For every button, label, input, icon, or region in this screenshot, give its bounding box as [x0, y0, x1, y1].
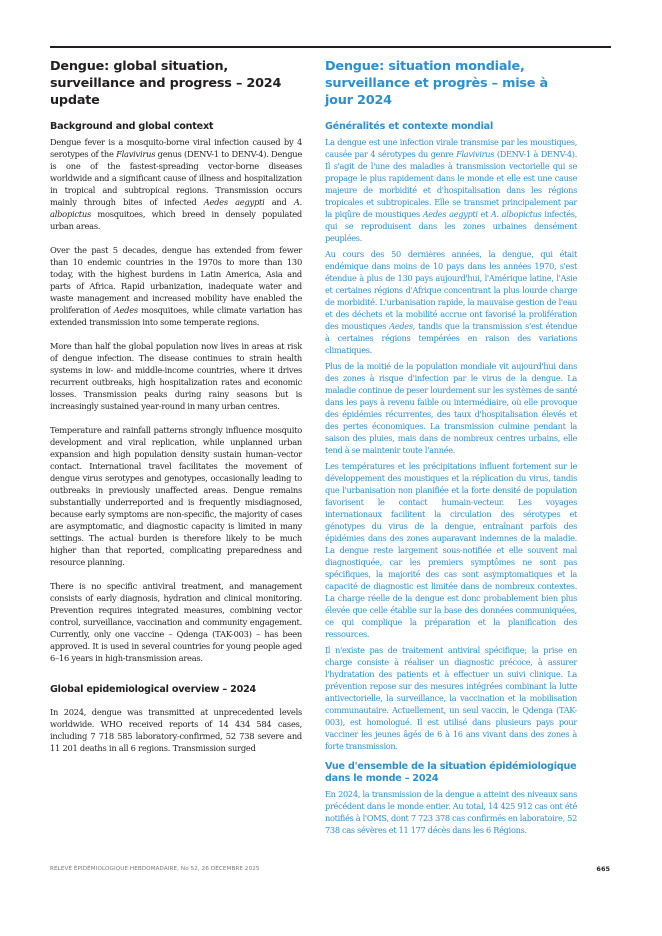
- french-column: [325, 58, 577, 836]
- paragraph-fr-5: Il n'existe pas de traitement antiviral spécifique; la prise en charge consiste à réaliser un diagnostic précoce, à assurer l'hydratation des patients et à effectuer un suivi clinique. La prévention repose sur des mesures intégrées combinant la lutte antivectorielle, la surveillance, la vaccination et la mobilisation communautaire. Actuellement, un seul vaccin, le Qdenga (TAK-003), est homologué. Il est utilisé dans plusieurs pays pour vacciner les jeunes âgés de 6 à 16 ans vivant dans des zones à forte transmission.: [325, 645, 577, 751]
- paragraph-en-6: In 2024, dengue was transmitted at unprecedented levels worldwide. WHO received reports of 14 434 584 cases, including 7 718 585 laboratory-confirmed, 52 738 severe and 11 201 deaths in all 6 regions. Transmission surged: [50, 707, 302, 753]
- paragraph-fr-3: Plus de la moitié de la population mondiale vit aujourd'hui dans des zones à risque d'infection par le virus de la dengue. La maladie continue de peser lourdement sur les systèmes de santé dans les pays à revenu faible ou intermédiaire, où elle provoque des épidémies récurrentes, des taux d'hospitalisation élevés et des pertes économiques. La transmission culmine pendant la saison des pluies, mais dans de nombreux centres urbains, elle tend à se maintenir toute l'année.: [325, 361, 577, 455]
- italic-term: Flavivirus: [456, 149, 495, 159]
- italic-term: Aedes: [389, 321, 413, 331]
- section-heading-overview-en: Global epidemiological overview – 2024: [50, 684, 257, 695]
- italic-term: Aedes: [113, 305, 138, 315]
- paragraph-fr-4: Les températures et les précipitations influent fortement sur le développement des moustiques et la réplication du virus, tandis que l'urbanisation non planifiée et la forte densité de population favorisent le contact humain-vecteur. Les voyages internationaux facilitent la circulation des sérotypes et génotypes du virus de la dengue, entraînant parfois des épidémies dans des zones auparavant indemnes de la maladie. La dengue reste largement sous-notifiée et elle souvent mal diagnostiquée, car les premiers symptômes ne sont pas spécifiques, la majorité des cas sont asymptomatiques et la capacité de diagnostic est limitée dans de nombreux contextes. La charge réelle de la dengue est donc probablement bien plus élevée que celle établie sur la base des données communiquées, ce qui complique la préparation et la planification des ressources.: [325, 461, 577, 639]
- page-number: 665: [596, 865, 610, 873]
- italic-term: A. albopictus: [50, 197, 302, 219]
- article-title-fr: Dengue: situation mondiale, surveillance et progrès – mise à jour 2024: [325, 59, 548, 108]
- top-rule: [50, 46, 611, 48]
- paragraph-fr-1: La dengue est une infection virale transmise par les moustiques, causée par 4 sérotypes du genre Flavivirus (DENV-1 à DENV-4). Il s'agit de l'une des maladies à transmission vectorielle qui se propage le plus rapidement dans le monde et elle est une cause majeure de morbidité et d'hospitalisation dans les régions tropicales et subtropicales. Elle se transmet principalement par la piqûre de moustiques Aedes aegypti et A. albopictus infectés, qui se reproduisent dans les zones urbaines densément peuplées.: [325, 137, 578, 243]
- paragraph-en-3: More than half the global population now lives in areas at risk of dengue infection. The disease continues to strain health systems in low- and middle-income countries, where it drives recurrent outbreaks, high hospitalization rates and economic losses. Transmission peaks during rainy seasons but is increasingly sustained year-round in many urban centres.: [50, 341, 302, 411]
- paragraph-en-1: Dengue fever is a mosquito-borne viral infection caused by 4 serotypes of the Flavivirus genus (DENV-1 to DENV-4). Dengue is one of the fastest-spreading vector-borne diseases worldwide and a significant cause of illness and hospitalization in tropical and subtropical regions. Transmission occurs mainly through bites of infected Aedes aegypti and A. albopictus mosquitoes, which breed in densely populated urban areas.: [50, 137, 303, 231]
- paragraph-en-2: Over the past 5 decades, dengue has extended from fewer than 10 endemic countries in the 1970s to more than 130 today, with the highest burdens in Latin America, Asia and parts of Africa. Rapid urbanization, inadequate water and waste management and increased mobility have enabled the proliferation of Aedes mosquitoes, while climate variation has extended transmission into some temperate regions.: [50, 245, 303, 327]
- publication-footer: RELEVÉ ÉPIDÉMIOLOGIQUE HEBDOMADAIRE, No 52, 26 DÉCEMBRE 2025: [50, 866, 260, 872]
- paragraph-fr-6: En 2024, la transmission de la dengue a atteint des niveaux sans précédent dans le monde entier. Au total, 14 425 912 cas ont été notifiés à l'OMS, dont 7 723 378 cas confirmés en laboratoire, 52 738 cas sévères et 11 177 décès dans les 6 Régions.: [325, 789, 577, 835]
- paragraph-en-5: There is no specific antiviral treatment, and management consists of early diagnosis, hydration and clinical monitoring. Prevention requires integrated measures, combining vector control, surveillance, vaccination and community engagement. Currently, only one vaccine – Qdenga (TAK-003) – has been approved. It is used in several countries for young people aged 6–16 years in high-transmission areas.: [50, 581, 302, 663]
- section-heading-background-fr: Généralités et contexte mondial: [325, 121, 494, 132]
- article-title-en: Dengue: global situation, surveillance and progress – 2024 update: [50, 59, 282, 108]
- italic-term: Flavivirus: [116, 149, 156, 159]
- italic-term: A. albopictus: [490, 209, 542, 219]
- section-heading-background-en: Background and global context: [50, 121, 214, 132]
- paragraph-fr-2: Au cours des 50 dernières années, la dengue, qui était endémique dans moins de 10 pays dans les années 1970, s'est étendue à plus de 130 pays aujourd'hui, l'Amérique latine, l'Asie et certaines régions d'Afrique concentrant la plus lourde charge de morbidité. L'urbanisation rapide, la mauvaise gestion de l'eau et des déchets et la mobilité accrue ont favorisé la prolifération des moustiques Aedes, tandis que la transmission s'est étendue à certaines régions tempérées en raison des variations climatiques.: [325, 249, 577, 355]
- italic-term: Aedes aegypti: [422, 209, 478, 219]
- paragraph-en-4: Temperature and rainfall patterns strongly influence mosquito development and viral replication, while unplanned urban expansion and high population density sustain human–vector contact. International travel facilitates the movement of dengue virus serotypes and genotypes, occasionally leading to outbreaks in previously unaffected areas. Dengue remains substantially underreported and is frequently misdiagnosed, because early symptoms are non-specific, the majority of cases are asymptomatic, and diagnostic capacity is limited in many settings. The actual burden is therefore likely to be much higher than that reported, complicating preparedness and resource planning.: [50, 425, 302, 567]
- section-heading-overview-fr: Vue d'ensemble de la situation épidémiologique dans le monde – 2024: [325, 761, 577, 784]
- english-column: [50, 58, 302, 754]
- italic-term: Aedes aegypti: [203, 197, 265, 207]
